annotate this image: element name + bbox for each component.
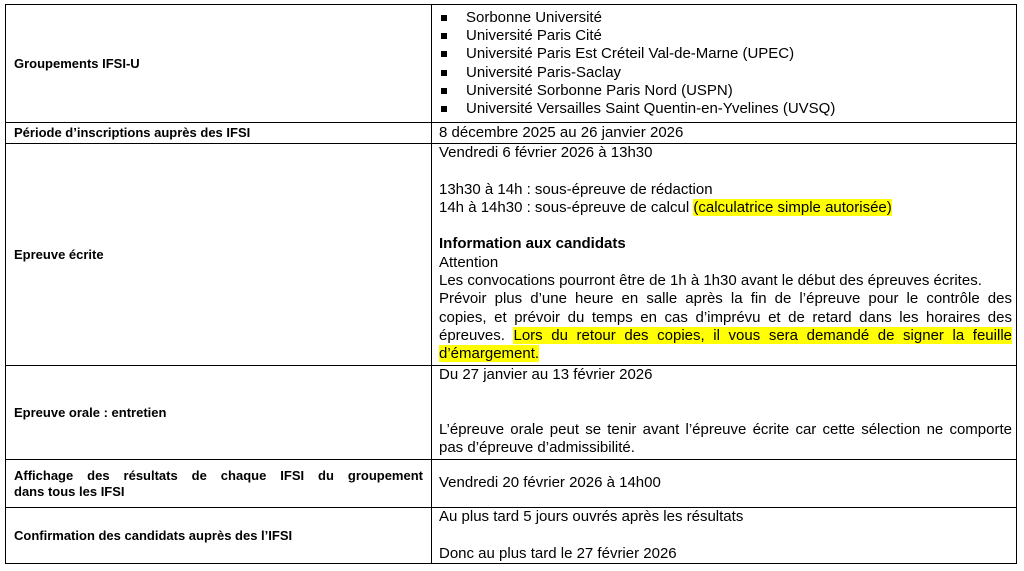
label-confirmation: Confirmation des candidats auprès des l’IFSI [6,508,432,564]
label-epreuve-ecrite: Epreuve écrite [6,144,432,366]
convocations-text: Les convocations pourront être de 1h à 1h30 avant le début des épreuves écrites. [439,272,982,290]
list-item: Université Sorbonne Paris Nord (USPN) [439,82,1012,100]
ecrite-slot-calcul: 14h à 14h30 : sous-épreuve de calcul (calculatrice simple autorisée) [439,198,892,216]
bullet-icon [441,51,447,57]
list-item: Université Versailles Saint Quentin-en-Yvelines (UVSQ) [439,100,1012,118]
bullet-icon [441,106,447,112]
value-epreuve-orale [432,366,1017,460]
prevoir-text-line1: Prévoir plus d’une heure en salle après la fin de l’épreuve pour le contrôle des [439,290,1012,308]
row-affichage [6,460,1017,508]
confirmation-line1: Au plus tard 5 jours ouvrés après les résultats [439,508,744,525]
label-epreuve-orale: Epreuve orale : entretien [6,366,432,460]
row-confirmation [6,508,1017,564]
signature-notice-end: d’émargement. [439,345,540,363]
ecrite-slot-redaction: 13h30 à 14h : sous-épreuve de rédaction [439,180,713,198]
prevoir-text-line3: épreuves. Lors du retour des copies, il vous sera demandé de signer la feuille [439,326,1012,344]
signature-notice: Lors du retour des copies, il vous sera demandé de signer la feuille [513,326,1012,344]
bullet-icon [441,33,447,39]
bullet-icon [441,15,447,21]
attention-label: Attention [439,253,499,271]
label-periode: Période d’inscriptions auprès des IFSI [6,123,432,144]
bullet-icon [441,70,447,76]
row-groupements [6,5,1017,123]
value-affichage: Vendredi 20 février 2026 à 14h00 [432,460,1017,508]
groupements-list [439,9,1012,119]
row-epreuve-ecrite [6,144,1017,366]
confirmation-line2: Donc au plus tard le 27 février 2026 [439,544,677,562]
calculatrice-note: (calculatrice simple autorisée) [693,198,892,216]
list-item: Sorbonne Université [439,9,1012,27]
orale-text-line1: L’épreuve orale peut se tenir avant l’épreuve écrite car cette sélection ne comporte [439,420,1012,438]
prevoir-text-line4 [439,345,1012,363]
list-item: Université Paris-Saclay [439,64,1012,82]
label-affichage: Affichage des résultats de chaque IFSI du groupement dans tous les IFSI [6,460,432,508]
label-groupements: Groupements IFSI-U [6,5,432,123]
list-item: Université Paris Cité [439,27,1012,45]
ecrite-date: Vendredi 6 février 2026 à 13h30 [439,144,653,161]
orale-text-line2: pas d’épreuve d’admissibilité. [439,439,635,457]
calendar-table [5,4,1017,564]
value-groupements [432,5,1017,123]
value-epreuve-ecrite [432,144,1017,366]
bullet-icon [441,88,447,94]
list-item: Université Paris Est Créteil Val-de-Marne (UPEC) [439,45,1012,63]
row-epreuve-orale [6,366,1017,460]
value-periode: 8 décembre 2025 au 26 janvier 2026 [432,123,1017,144]
info-title: Information aux candidats [439,235,626,253]
row-periode [6,123,1017,144]
value-confirmation [432,508,1017,564]
prevoir-text-line2: copies, et prévoir du temps en cas d’imprévu et de retard dans les horaires des [439,308,1012,326]
orale-date: Du 27 janvier au 13 février 2026 [439,366,653,383]
